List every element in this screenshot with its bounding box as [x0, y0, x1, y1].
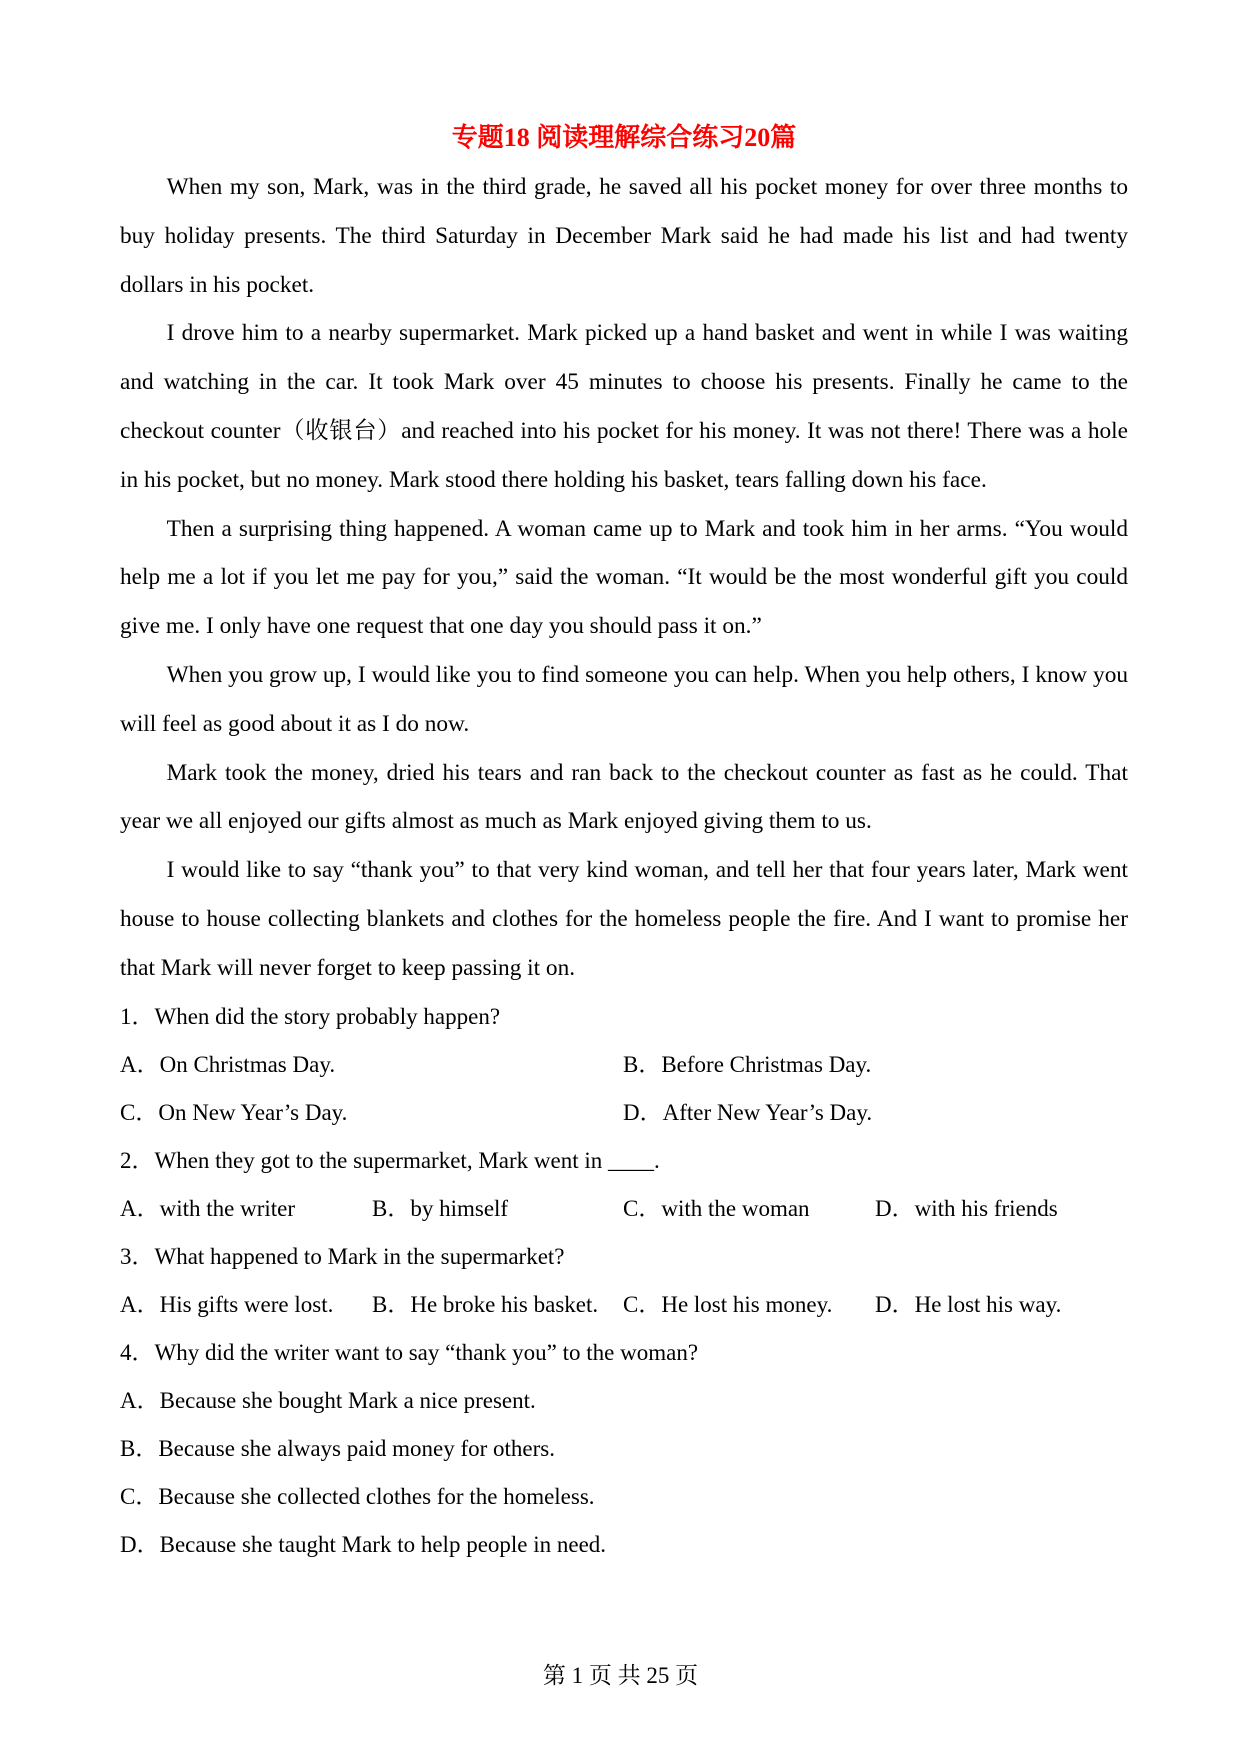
- question-1-stem: 1．When did the story probably happen?: [120, 1003, 501, 1029]
- passage-paragraph-4: When you grow up, I would like you to find someone you can help. When you help others, I know you will feel as good about it as I do now.: [120, 661, 1128, 737]
- question-2-stem: 2．When they got to the supermarket, Mark went in ____.: [120, 1147, 660, 1173]
- question-2-option-d: D．with his friends: [875, 1195, 1058, 1221]
- question-4-option-d: D．Because she taught Mark to help people in need.: [120, 1531, 607, 1557]
- question-3-option-d: D．He lost his way.: [875, 1291, 1062, 1317]
- document-page: [120, 116, 1128, 1569]
- question-4-option-c: C．Because she collected clothes for the homeless.: [120, 1483, 595, 1509]
- passage-paragraph-2: I drove him to a nearby supermarket. Mark picked up a hand basket and went in while I was waiting and watching in the car. It took Mark over 45 minutes to choose his presents. Finally he came to the checkout counter（收银台）and reached into his pocket for his money. It was not there! There was a hole in his pocket, but no money. Mark stood there holding his basket, tears falling down his face.: [120, 320, 1128, 493]
- question-1-option-a: A．On Christmas Day.: [120, 1051, 336, 1077]
- question-1-option-b: B．Before Christmas Day.: [623, 1051, 872, 1077]
- question-1-option-c: C．On New Year’s Day.: [120, 1099, 348, 1125]
- question-4-option-b: B．Because she always paid money for others.: [120, 1435, 555, 1461]
- page-footer: 第 1 页 共 25 页: [542, 1663, 699, 1688]
- question-1-options-row-2: [120, 1089, 1128, 1137]
- question-3-option-b: B．He broke his basket.: [372, 1291, 599, 1317]
- question-2-option-c: C．with the woman: [623, 1195, 810, 1221]
- question-1-option-d: D．After New Year’s Day.: [623, 1099, 873, 1125]
- question-2-option-a: A．with the writer: [120, 1195, 296, 1221]
- question-3-stem: 3．What happened to Mark in the supermarket?: [120, 1243, 565, 1269]
- question-3-option-c: C．He lost his money.: [623, 1291, 833, 1317]
- passage-paragraph-6: I would like to say “thank you” to that very kind woman, and tell her that four years later, Mark went house to house collecting blankets and clothes for the homeless people the fire. And I want to promise her that Mark will never forget to keep passing it on.: [120, 857, 1128, 981]
- question-4-option-a: A．Because she bought Mark a nice present.: [120, 1387, 536, 1413]
- question-3-option-a: A．His gifts were lost.: [120, 1291, 334, 1317]
- passage-paragraph-1: When my son, Mark, was in the third grade, he saved all his pocket money for over three months to buy holiday presents. The third Saturday in December Mark said he had made his list and had twenty dollars in his pocket.: [120, 174, 1128, 298]
- question-1-options-row-1: [120, 1041, 1128, 1089]
- passage-paragraph-5: Mark took the money, dried his tears and ran back to the checkout counter as fast as he could. That year we all enjoyed our gifts almost as much as Mark enjoyed giving them to us.: [120, 759, 1128, 835]
- document-title: 专题18 阅读理解综合练习20篇: [451, 123, 797, 152]
- question-2-option-b: B．by himself: [372, 1195, 509, 1221]
- question-2-options-row: [120, 1185, 1128, 1233]
- question-4-stem: 4．Why did the writer want to say “thank you” to the woman?: [120, 1339, 699, 1365]
- passage-paragraph-3: Then a surprising thing happened. A woman came up to Mark and took him in her arms. “You would help me a lot if you let me pay for you,” said the woman. “It would be the most wonderful gift you could give me. I only have one request that one day you should pass it on.”: [120, 515, 1128, 640]
- question-3-options-row: [120, 1281, 1128, 1329]
